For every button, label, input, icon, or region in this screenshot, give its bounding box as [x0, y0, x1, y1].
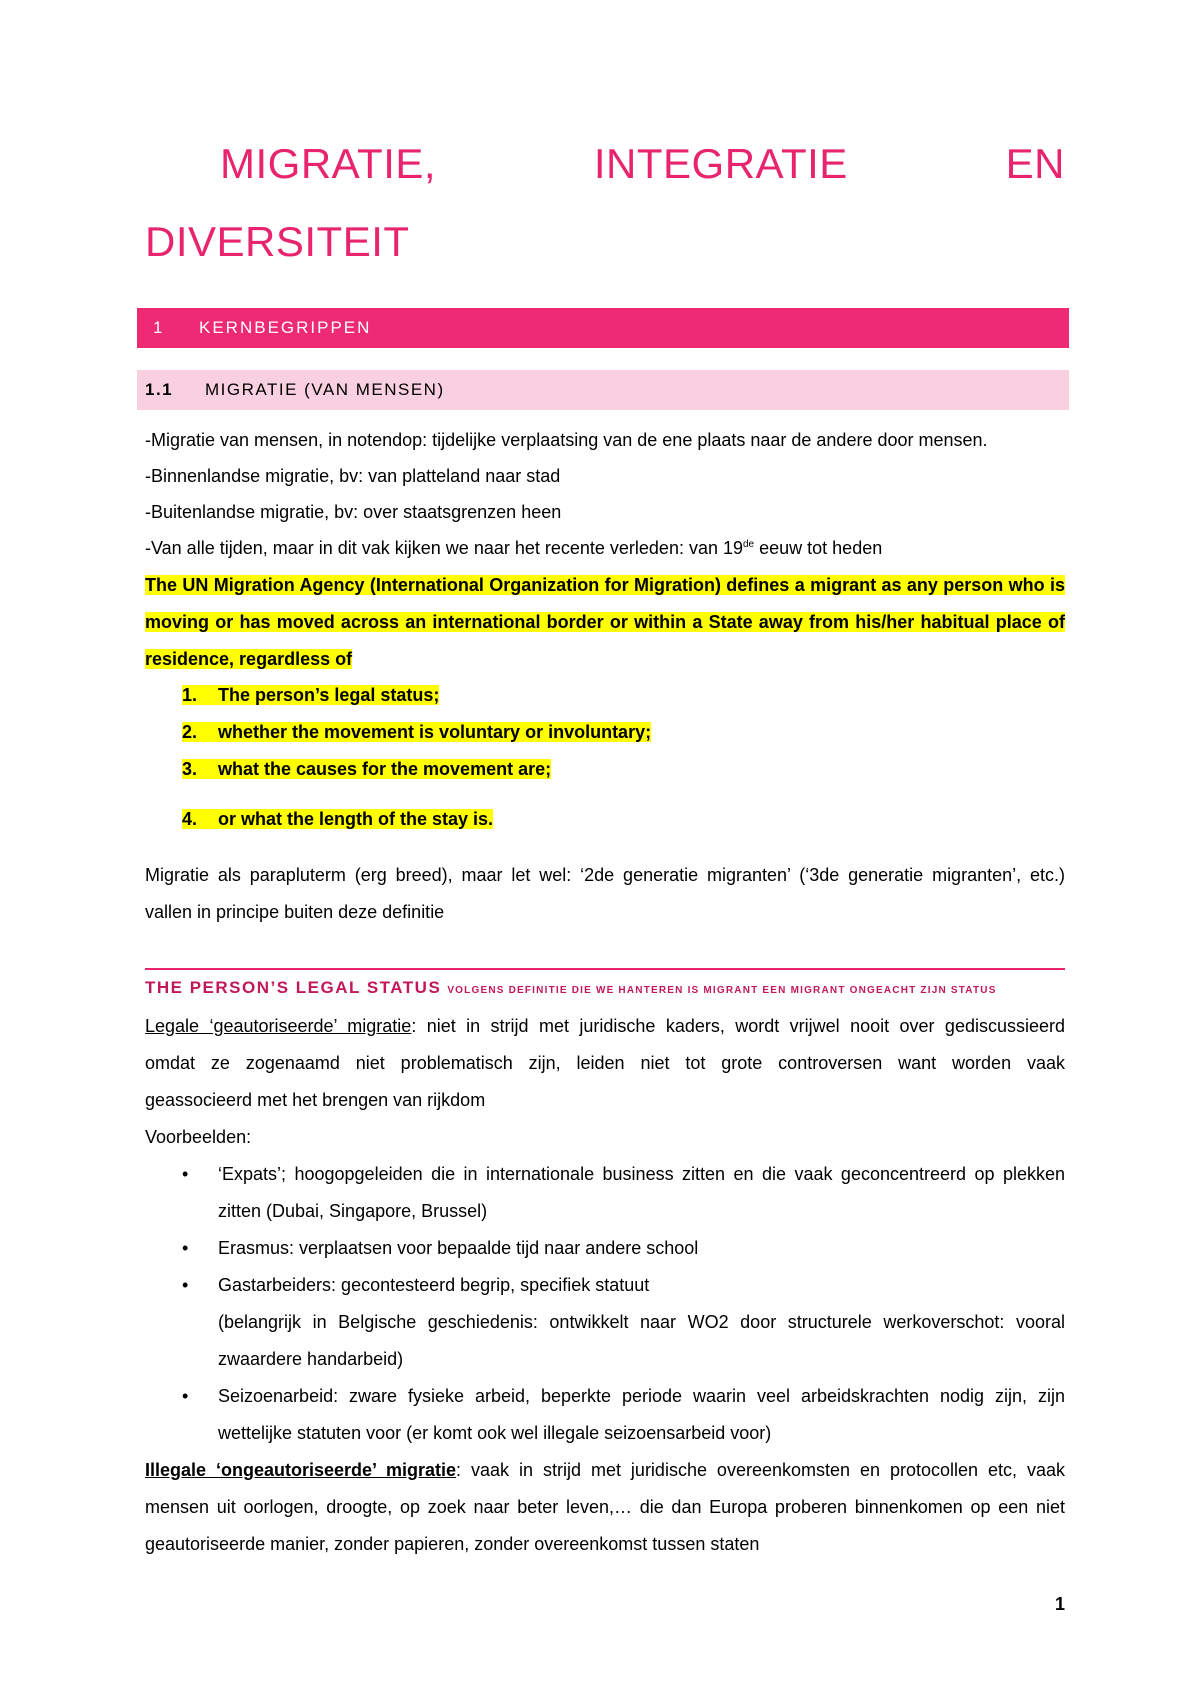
un-definition-text-3: residence, regardless of [145, 649, 353, 669]
un-list-text: or what the length of the stay is. [218, 809, 494, 829]
document-title-line-2: DIVERSITEIT [145, 218, 410, 265]
intro-line-1: -Migratie van mensen, in notendop: tijdelijke verplaatsing van de ene plaats naar de andere door mensen. [145, 430, 988, 450]
un-list-number: 2. [182, 722, 198, 742]
un-list-number: 4. [182, 809, 198, 829]
heading-2-number: 1.1 [145, 380, 174, 399]
heading-1-kernbegrippen [137, 308, 1069, 348]
bullet-2-line-1: Erasmus: verplaatsen voor bepaalde tijd naar andere school [218, 1238, 699, 1258]
un-list-text: what the causes for the movement are; [218, 759, 552, 779]
heading-1-text: KERNBEGRIPPEN [199, 318, 372, 337]
bullet-marker-2: • [182, 1238, 189, 1258]
bullet-1-line-1: ‘Expats’; hoogopgeleiden die in internationale business zitten en die vaak geconcentreerd op plekken [218, 1164, 1065, 1184]
heading-2-text: MIGRATIE (VAN MENSEN) [205, 380, 445, 399]
document-title-line-1 [220, 140, 1065, 188]
un-definition-line-2 [145, 604, 1065, 640]
bullet-marker-1: • [182, 1164, 189, 1184]
un-list-item-2 [182, 714, 651, 750]
legal-line-2: omdat ze zogenaamd niet problematisch zijn, leiden niet tot grote controversen want worden vaak [145, 1053, 1065, 1073]
intro-line-2: -Binnenlandse migratie, bv: van platteland naar stad [145, 466, 561, 486]
un-definition-text-2: moving or has moved across an international border or within a State away from his/her habitual place of [145, 612, 1065, 632]
title-word-integratie: INTEGRATIE [593, 140, 848, 187]
bullet-3-line-1: Gastarbeiders: gecontesteerd begrip, specifiek statuut [218, 1275, 650, 1295]
illegal-line-1 [145, 1452, 1065, 1488]
legal-line-3: geassocieerd met het brengen van rijkdom [145, 1090, 486, 1110]
umbrella-line-2: vallen in principe buiten deze definitie [145, 902, 445, 922]
intro-line-4-before: -Van alle tijden, maar in dit vak kijken we naar het recente verleden: van 19 [145, 538, 743, 558]
legal-line-1 [145, 1008, 1065, 1044]
un-definition-text-1: The UN Migration Agency (International Organization for Migration) defines a migrant as any person who is [145, 575, 1065, 595]
examples-label: Voorbeelden: [145, 1127, 252, 1147]
section-divider [145, 968, 1065, 970]
intro-line-3: -Buitenlandse migratie, bv: over staatsgrenzen heen [145, 502, 562, 522]
illegal-line-3: geautoriseerde manier, zonder papieren, zonder overeenkomst tussen staten [145, 1534, 760, 1554]
heading-1-number: 1 [153, 318, 165, 337]
bullet-1-line-2: zitten (Dubai, Singapore, Brussel) [218, 1201, 488, 1221]
un-definition-line-1 [145, 567, 1065, 603]
title-word-migratie: MIGRATIE, [220, 140, 437, 187]
bullet-marker-4: • [182, 1386, 189, 1406]
un-list-text: The person’s legal status; [218, 685, 440, 705]
heading-3-legal-status [145, 978, 997, 998]
un-list-number: 1. [182, 685, 198, 705]
page-number: 1 [1055, 1594, 1066, 1614]
un-list-text: whether the movement is voluntary or involuntary; [218, 722, 652, 742]
illegal-line-2: mensen uit oorlogen, droogte, op zoek naar beter leven,… die dan Europa proberen binnenkomen op een niet [145, 1497, 1065, 1517]
legal-label: Legale ‘geautoriseerde’ migratie [145, 1016, 412, 1036]
un-definition-line-3 [145, 641, 1065, 677]
title-word-en: EN [1005, 140, 1065, 187]
un-list-item-3 [182, 751, 551, 787]
legal-line-1-rest: : niet in strijd met juridische kaders, wordt vrijwel nooit over gediscussieerd [411, 1016, 1066, 1036]
bullet-4-line-1: Seizoenarbeid: zware fysieke arbeid, beperkte periode waarin veel arbeidskrachten nodig zijn, zijn [218, 1386, 1065, 1406]
un-list-item-4 [182, 801, 493, 837]
bullet-marker-3: • [182, 1275, 189, 1295]
bullet-4-line-2: wettelijke statuten voor (er komt ook wel illegale seizoensarbeid voor) [218, 1423, 772, 1443]
heading-3-sub: VOLGENS DEFINITIE DIE WE HANTEREN IS MIGRANT EEN MIGRANT ONGEACHT ZIJN STATUS [447, 985, 997, 996]
un-list-item-1 [182, 677, 439, 713]
illegal-line-1-rest: : vaak in strijd met juridische overeenkomsten en protocollen etc, vaak [456, 1460, 1065, 1480]
un-list-number: 3. [182, 759, 198, 779]
intro-line-4 [145, 530, 1065, 566]
heading-2-migratie [137, 370, 1069, 410]
bullet-3-line-2: (belangrijk in Belgische geschiedenis: ontwikkelt naar WO2 door structurele werkoverschot: vooral [218, 1312, 1065, 1332]
bullet-3-line-3: zwaardere handarbeid) [218, 1349, 404, 1369]
umbrella-line-1: Migratie als parapluterm (erg breed), maar let wel: ‘2de generatie migranten’ (‘3de generatie migranten’, etc.) [145, 865, 1065, 885]
intro-line-4-after: eeuw tot heden [754, 538, 883, 558]
heading-3-main: THE PERSON’S LEGAL STATUS [145, 978, 442, 997]
intro-line-4-superscript: de [743, 539, 755, 550]
illegal-label: Illegale ‘ongeautoriseerde’ migratie [145, 1460, 457, 1480]
